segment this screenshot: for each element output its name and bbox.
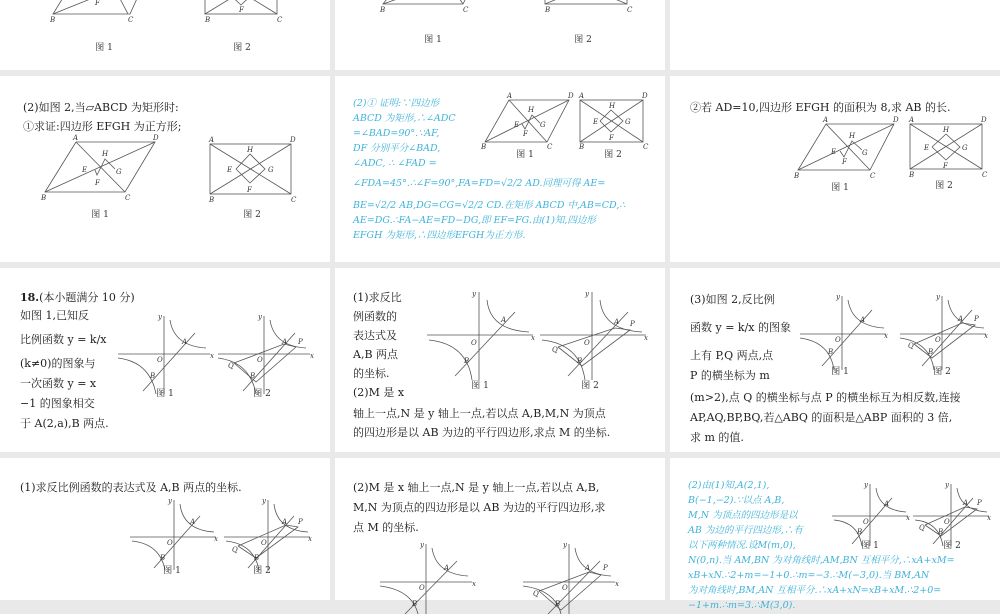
question-line: 如图 1,已知反 [20, 309, 89, 322]
answer-line: BE=√2/2 AB,DG=CG=√2/2 CD.在矩形 ABCD 中,AB=CD,∴ [353, 200, 626, 211]
svg-text:B: B [828, 348, 834, 356]
svg-text:y: y [836, 293, 840, 301]
answer-line: B(−1,−2).∵以点 A,B, [688, 495, 785, 506]
svg-text:Q: Q [552, 346, 558, 354]
question-line: 例函数的 [353, 310, 397, 323]
figure-caption: 图 2 [253, 389, 271, 399]
svg-text:B: B [794, 172, 800, 180]
question-line: 比例函数 y = k/x [20, 333, 107, 346]
svg-text:Q: Q [228, 362, 234, 370]
svg-text:G: G [116, 168, 122, 176]
svg-text:F: F [609, 134, 614, 142]
svg-text:P: P [977, 499, 982, 507]
question-line: 上有 P,Q 两点,点 [690, 349, 774, 362]
function-graph-2 [218, 313, 314, 396]
answer-line: M,N 为顶点的四边形是以 [688, 510, 798, 521]
figure-rectangle-2 [205, 0, 285, 40]
function-graph-2 [913, 481, 993, 546]
svg-text:B: B [938, 528, 944, 536]
svg-text:C: C [463, 6, 469, 14]
svg-text:y: y [168, 497, 172, 505]
function-graph-1 [427, 292, 537, 382]
svg-text:H: H [528, 106, 535, 114]
function-graph-1 [800, 293, 890, 371]
svg-text:B: B [250, 372, 256, 380]
svg-text:C: C [277, 16, 283, 24]
svg-text:E: E [514, 121, 520, 129]
svg-text:P: P [603, 564, 608, 572]
figure-parallelogram-1 [41, 134, 165, 202]
svg-text:A: A [73, 134, 79, 142]
figure-caption: 图 1 [831, 183, 849, 193]
svg-text:x: x [984, 332, 988, 340]
function-graph-2 [224, 497, 314, 570]
svg-text:Q: Q [232, 546, 238, 554]
question-line: (2)M 是 x [353, 386, 405, 399]
svg-text:F: F [842, 158, 847, 166]
svg-text:x: x [308, 535, 312, 543]
svg-text:B: B [909, 171, 915, 179]
svg-text:D: D [290, 136, 296, 144]
svg-text:O: O [261, 539, 267, 547]
figure-caption: 图 2 [233, 43, 251, 53]
question-line: AP,AQ,BP,BQ,若△ABQ 的面积是△ABP 面积的 3 倍, [690, 411, 953, 424]
figure-caption: 图 1 [861, 541, 879, 551]
svg-text:P: P [298, 338, 303, 346]
svg-text:O: O [944, 518, 950, 526]
svg-text:x: x [310, 352, 314, 360]
answer-line: AE=DG.∴FA−AE=FD−DG,即 EF=FG.由(1)知,四边形 [353, 215, 596, 226]
function-graph-1 [380, 541, 476, 614]
svg-text:A: A [614, 318, 620, 326]
svg-text:G: G [268, 166, 274, 174]
svg-text:C: C [870, 172, 876, 180]
svg-text:H: H [247, 146, 254, 154]
svg-text:B: B [150, 372, 156, 380]
svg-text:B: B [50, 16, 56, 24]
svg-text:x: x [906, 514, 910, 522]
svg-text:y: y [585, 290, 589, 298]
svg-text:A: A [963, 499, 969, 507]
svg-text:C: C [128, 16, 134, 24]
slide-r3c1[interactable] [335, 458, 665, 608]
svg-text:O: O [863, 518, 869, 526]
svg-text:E: E [593, 118, 599, 126]
question-line: (2)如图 2,当▱ABCD 为矩形时: [23, 101, 179, 114]
svg-text:G: G [862, 149, 868, 157]
svg-text:A: A [209, 136, 215, 144]
figure-rectangle-2 [909, 116, 990, 179]
slide-r2c1[interactable] [335, 268, 665, 452]
svg-text:H: H [609, 102, 616, 110]
svg-text:A: A [182, 338, 188, 346]
figure-caption: 图 1 [424, 35, 442, 45]
svg-text:A: A [507, 92, 513, 100]
svg-text:B: B [545, 6, 551, 14]
svg-text:B: B [209, 196, 215, 204]
slide-r1c0[interactable] [0, 76, 330, 262]
figure-rectangle-2 [579, 92, 650, 151]
svg-text:y: y [258, 313, 262, 321]
svg-text:B: B [555, 600, 561, 608]
question-title [20, 288, 135, 307]
question-line: (2)M 是 x 轴上一点,N 是 y 轴上一点,若以点 A,B, [353, 481, 600, 494]
svg-text:A: A [884, 500, 890, 508]
answer-line: (2)① 证明:∵四边形 [353, 98, 440, 109]
answer-line: ∠FDA=45°.∴∠F=90°,FA=FD=√2/2 AD.同理可得 AE= [353, 178, 606, 189]
svg-text:x: x [531, 334, 535, 342]
svg-text:y: y [262, 497, 266, 505]
question-line: 轴上一点,N 是 y 轴上一点,若以点 A,B,M,N 为顶点 [353, 407, 606, 420]
answer-line: (2)由(1)知,A(2,1), [688, 480, 770, 491]
svg-text:x: x [615, 580, 619, 588]
svg-text:A: A [823, 116, 829, 124]
svg-text:F: F [247, 186, 252, 194]
svg-text:O: O [257, 356, 263, 364]
question-line: (m>2),点 Q 的横坐标与点 P 的横坐标互为相反数,连接 [690, 391, 961, 404]
answer-line: ∠ADC, ∴ ∠FAD = [353, 158, 437, 169]
svg-text:B: B [579, 143, 585, 151]
figure-caption: 图 2 [933, 367, 951, 377]
svg-text:D: D [981, 116, 987, 124]
answer-line: 以下两种情况.设M(m,0), [688, 540, 796, 551]
svg-text:F: F [239, 6, 244, 14]
svg-text:B: B [380, 6, 386, 14]
answer-line: AB 为边的平行四边形,∴有 [688, 525, 803, 536]
svg-text:D: D [893, 116, 899, 124]
answer-line: =∠BAD=90°.∵AF, [353, 128, 440, 139]
figure-caption: 图 1 [95, 43, 113, 53]
figure-parallelogram-1 [50, 0, 150, 40]
question-line: 函数 y = k/x 的图象 [690, 321, 791, 334]
function-graph-1 [832, 481, 912, 546]
question-line: 的坐标. [353, 367, 390, 380]
svg-text:B: B [928, 348, 934, 356]
svg-text:y: y [864, 481, 868, 489]
figure-caption: 图 1 [163, 566, 181, 576]
slide-r2c2[interactable] [670, 268, 1000, 452]
question-line: 的四边形是以 AB 为边的平行四边形,求点 M 的坐标. [353, 426, 611, 439]
slide-r1c1[interactable] [335, 76, 665, 262]
answer-line: −1+m.∴m=3.∴M(3,0). [688, 600, 796, 611]
slide-r0c2[interactable] [670, 0, 1000, 70]
answer-line: ABCD 为矩形,∴∠ADC [353, 113, 456, 124]
question-line: −1 的图象相交 [20, 397, 95, 410]
svg-text:y: y [158, 313, 162, 321]
svg-text:O: O [167, 539, 173, 547]
figure-caption: 图 2 [943, 541, 961, 551]
svg-text:G: G [962, 144, 968, 152]
figure-parallelogram-1 [481, 92, 575, 151]
svg-text:A: A [501, 316, 507, 324]
svg-text:y: y [563, 541, 567, 549]
figure-parallelogram-1 [794, 116, 903, 180]
svg-text:O: O [584, 339, 590, 347]
question-line: A,B 两点 [353, 348, 399, 361]
question-line: 求 m 的值. [690, 431, 744, 444]
svg-text:F: F [523, 130, 528, 138]
svg-text:O: O [835, 336, 841, 344]
svg-text:C: C [291, 196, 297, 204]
question-line: M,N 为顶点的四边形是以 AB 为边的平行四边形,求 [353, 501, 606, 514]
svg-text:D: D [642, 92, 648, 100]
question-line: (1)求反比例函数的表达式及 A,B 两点的坐标. [20, 481, 242, 494]
svg-text:C: C [125, 194, 131, 202]
svg-text:x: x [472, 580, 476, 588]
svg-text:H: H [102, 150, 109, 158]
svg-text:P: P [630, 320, 635, 328]
svg-text:F: F [943, 162, 948, 170]
slide-r1c2[interactable] [670, 76, 1000, 262]
slide-r3c2[interactable] [670, 458, 1000, 611]
question-line: (k≠0)的图象与 [20, 357, 96, 370]
svg-text:x: x [987, 514, 991, 522]
svg-text:B: B [160, 554, 166, 562]
question-line: (1)求反比 [353, 291, 402, 304]
slide-r0c1[interactable] [335, 0, 665, 70]
slide-r0c0[interactable] [0, 0, 330, 70]
svg-text:A: A [444, 564, 450, 572]
function-graph-2 [900, 293, 990, 371]
function-graph-2 [540, 292, 650, 382]
figure-caption: 图 2 [253, 566, 271, 576]
svg-text:H: H [943, 126, 950, 134]
svg-text:A: A [282, 338, 288, 346]
svg-text:C: C [627, 6, 633, 14]
svg-text:Q: Q [908, 342, 914, 350]
svg-text:x: x [644, 334, 648, 342]
svg-text:B: B [464, 357, 470, 365]
svg-text:F: F [95, 0, 100, 7]
svg-text:O: O [419, 584, 425, 592]
figure-caption: 图 1 [831, 367, 849, 377]
svg-text:C: C [982, 171, 988, 179]
question-line: 表达式及 [353, 329, 397, 342]
question-line: 点 M 的坐标. [353, 521, 419, 534]
figure-rectangle-2 [209, 136, 297, 204]
svg-text:G: G [625, 118, 631, 126]
svg-text:Q: Q [533, 590, 539, 598]
svg-text:A: A [958, 315, 964, 323]
svg-text:A: A [190, 518, 196, 526]
svg-text:P: P [298, 518, 303, 526]
question-line: 于 A(2,a),B 两点. [20, 417, 109, 430]
answer-line: N(0,n).当 AM,BN 为对角线时,AM,BN 互相平分,∴xA+xM= [688, 555, 955, 566]
figure-caption: 图 1 [156, 389, 174, 399]
svg-text:E: E [924, 144, 930, 152]
question-line: P 的横坐标为 m [690, 369, 770, 382]
svg-text:C: C [547, 143, 553, 151]
svg-text:B: B [577, 357, 583, 365]
figure-caption: 图 2 [581, 381, 599, 391]
svg-text:x: x [214, 535, 218, 543]
svg-text:B: B [481, 143, 487, 151]
question-line: 一次函数 y = x [20, 377, 97, 390]
figure-caption: 图 1 [471, 381, 489, 391]
svg-text:O: O [157, 356, 163, 364]
figure-caption: 图 2 [243, 210, 261, 220]
svg-text:B: B [412, 600, 418, 608]
svg-text:C: C [643, 143, 649, 151]
svg-text:D: D [568, 92, 574, 100]
slide-r3c0[interactable] [0, 458, 330, 600]
question-number: 18. [20, 291, 40, 304]
svg-text:B: B [254, 554, 260, 562]
svg-text:A: A [909, 116, 915, 124]
svg-text:E: E [227, 166, 233, 174]
svg-text:O: O [562, 584, 568, 592]
question-line: ②若 AD=10,四边形 EFGH 的面积为 8,求 AB 的长. [690, 101, 951, 114]
svg-text:B: B [857, 528, 863, 536]
answer-line: xB+xN.∴2+m=−1+0.∴m=−3.∴M(−3,0).当 BM,AN [688, 570, 930, 581]
slide-r2c0[interactable] [0, 268, 330, 452]
figure-caption: 图 2 [604, 150, 622, 160]
svg-text:G: G [540, 121, 546, 129]
svg-text:x: x [884, 332, 888, 340]
question-line: (3)如图 2,反比例 [690, 293, 775, 306]
function-graph-1 [130, 497, 220, 570]
svg-text:A: A [860, 316, 866, 324]
figure-caption: 图 2 [935, 181, 953, 191]
svg-text:A: A [585, 564, 591, 572]
svg-text:E: E [82, 166, 88, 174]
svg-text:Q: Q [919, 524, 925, 532]
svg-text:y: y [945, 481, 949, 489]
svg-text:x: x [210, 352, 214, 360]
figure-caption: 图 1 [516, 150, 534, 160]
figure-caption: 图 2 [574, 35, 592, 45]
svg-text:A: A [282, 518, 288, 526]
question-line: ①求证:四边形 EFGH 为正方形; [23, 120, 182, 133]
svg-text:O: O [471, 339, 477, 347]
svg-text:D: D [153, 134, 159, 142]
answer-line: 为对角线时,BM,AN 互相平分.∴xA+xN=xB+xM.∴2+0= [688, 585, 942, 596]
answer-line: EFGH 为矩形,∴四边形EFGH为正方形. [353, 230, 526, 241]
svg-text:H: H [849, 132, 856, 140]
answer-line: DF 分别平分∠BAD, [353, 143, 441, 154]
svg-text:y: y [936, 293, 940, 301]
svg-text:F: F [95, 179, 100, 187]
function-graph-2 [523, 541, 619, 614]
svg-text:A: A [579, 92, 585, 100]
svg-text:B: B [41, 194, 47, 202]
svg-text:E: E [831, 148, 837, 156]
svg-text:O: O [935, 336, 941, 344]
function-graph-1 [118, 313, 214, 396]
svg-text:y: y [420, 541, 424, 549]
svg-text:P: P [974, 315, 979, 323]
svg-text:B: B [205, 16, 211, 24]
svg-text:y: y [472, 290, 476, 298]
figure-caption: 图 1 [91, 210, 109, 220]
question-points: (本小题满分 10 分) [39, 291, 135, 304]
